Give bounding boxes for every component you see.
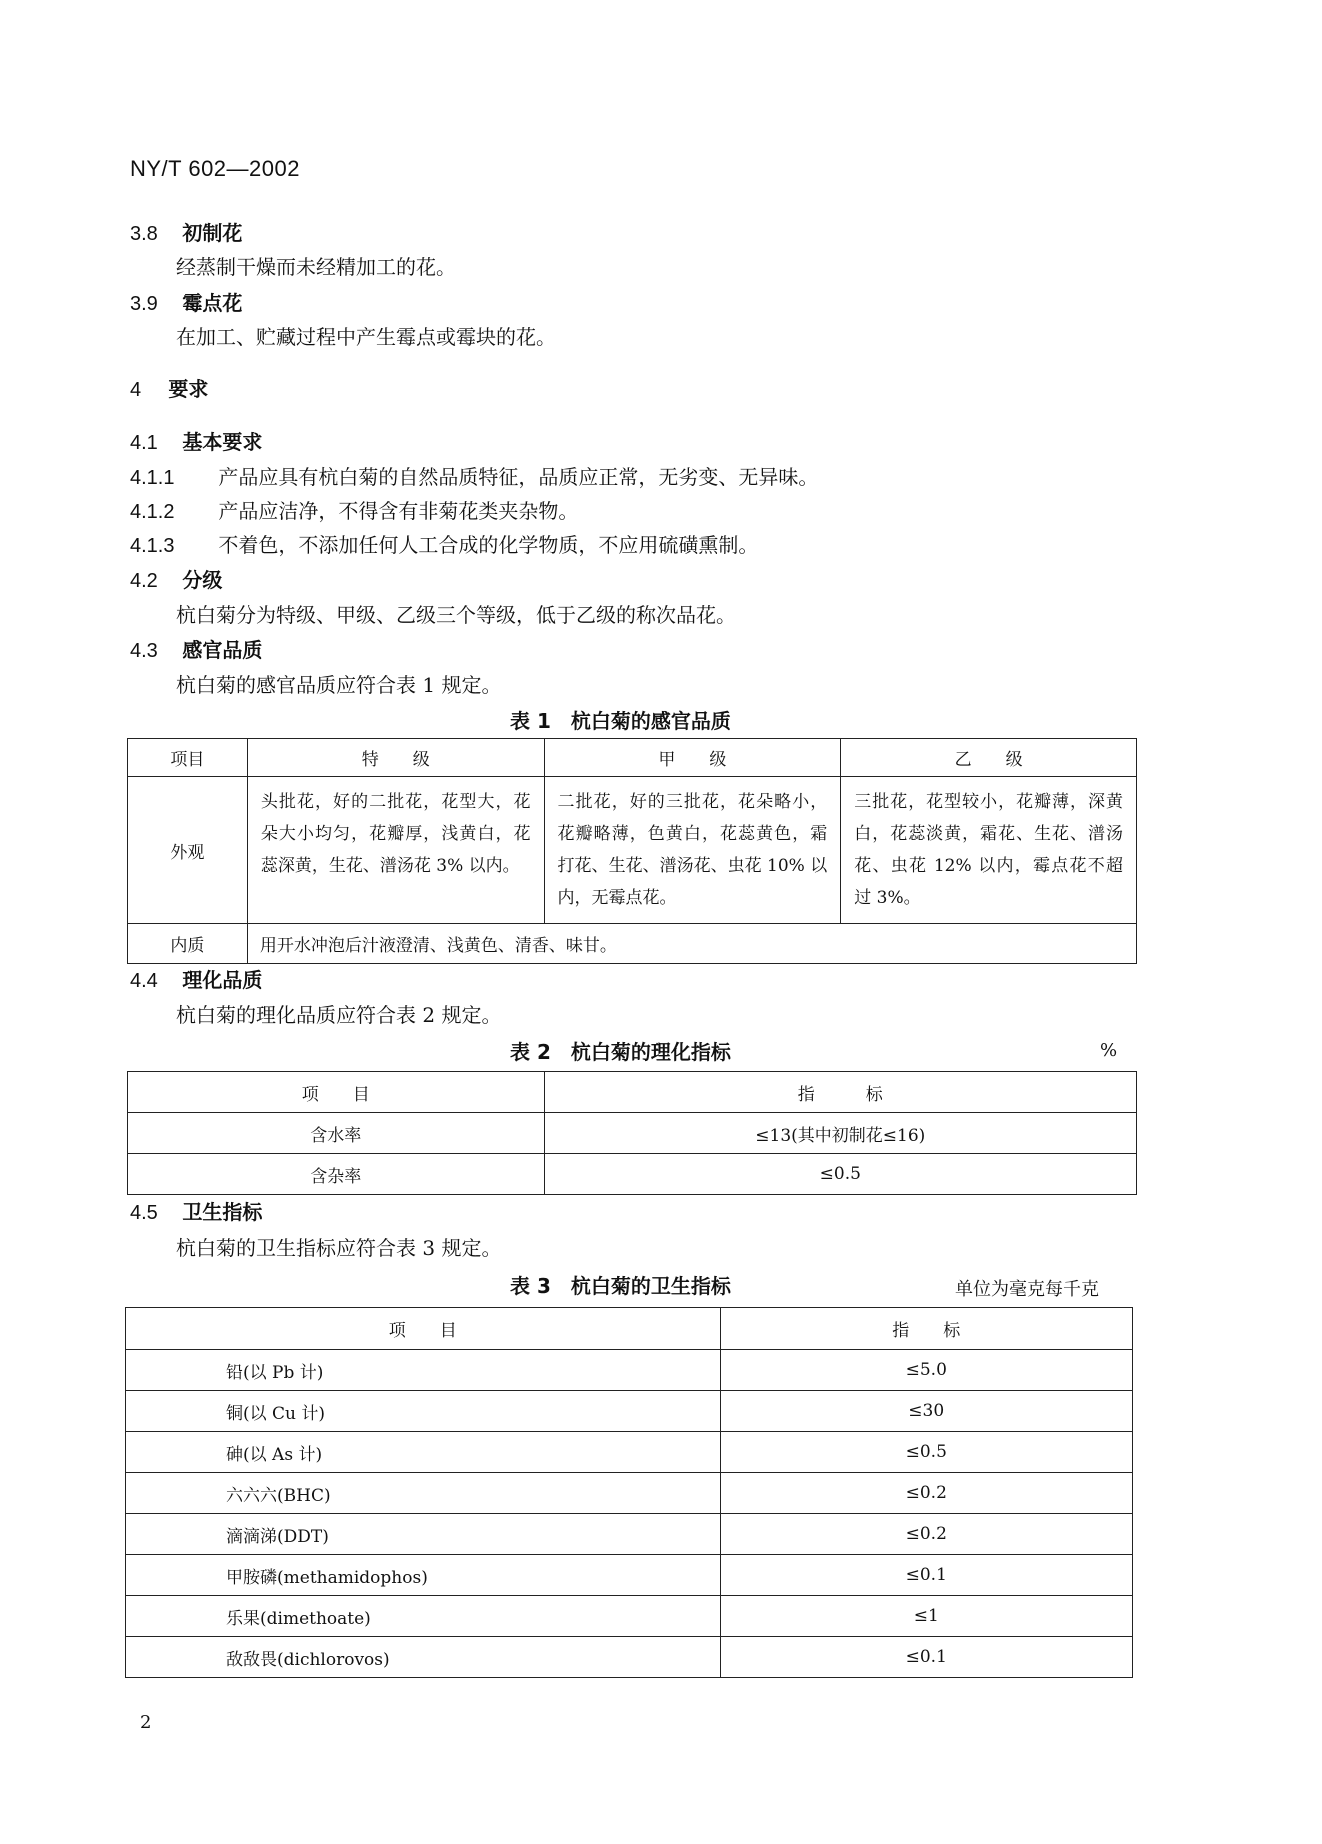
header-cell: 项 目 <box>126 1308 721 1350</box>
table-3-unit: 单位为毫克每千克 <box>955 1279 1099 1300</box>
header-cell: 项 目 <box>128 1072 545 1113</box>
section-title: 初制花 <box>182 221 243 245</box>
header-cell: 指 标 <box>544 1072 1136 1113</box>
section-4-3-heading <box>130 634 262 663</box>
standard-code: NY/T 602—2002 <box>130 156 300 181</box>
section-3-9-heading <box>130 287 242 316</box>
header-cell: 项目 <box>128 739 248 777</box>
section-title: 理化品质 <box>182 968 263 992</box>
section-4-5-heading <box>130 1196 262 1225</box>
header-cell: 特 级 <box>247 739 544 777</box>
table-cell: ≤5.0 <box>720 1350 1133 1391</box>
row-label: 内质 <box>128 924 248 964</box>
section-3-8-heading <box>130 217 242 246</box>
table-3-caption: 表 3 杭白菊的卫生指标 <box>510 1274 731 1298</box>
table-cell: ≤30 <box>720 1391 1133 1432</box>
section-title: 卫生指标 <box>182 1200 263 1224</box>
table-cell: ≤0.2 <box>720 1473 1133 1514</box>
table-cell: 砷(以 As 计) <box>126 1432 721 1473</box>
table-2-caption: 表 2 杭白菊的理化指标 <box>510 1040 731 1064</box>
table-cell: 含水率 <box>128 1113 545 1154</box>
section-4-3-body: 杭白菊的感官品质应符合表 1 规定。 <box>176 673 502 697</box>
row-label: 外观 <box>128 777 248 924</box>
section-3-9-body: 在加工、贮藏过程中产生霉点或霉块的花。 <box>176 325 556 349</box>
table-cell: 铜(以 Cu 计) <box>126 1391 721 1432</box>
section-4-heading <box>130 373 208 402</box>
table-cell: ≤0.1 <box>720 1637 1133 1678</box>
table-cell: 滴滴涕(DDT) <box>126 1514 721 1555</box>
table-cell <box>841 777 1137 924</box>
table-row <box>126 1432 1133 1473</box>
section-4-2-heading <box>130 564 222 593</box>
table-row <box>126 1637 1133 1678</box>
table-cell: ≤13(其中初制花≤16) <box>544 1113 1136 1154</box>
table-row <box>126 1555 1133 1596</box>
section-number: 3.9 <box>130 293 158 315</box>
table-cell: 含杂率 <box>128 1154 545 1195</box>
section-4-4-body: 杭白菊的理化品质应符合表 2 规定。 <box>176 1003 502 1027</box>
table-row <box>126 1473 1133 1514</box>
table-1-sensory-quality <box>127 738 1137 964</box>
section-number: 4 <box>130 379 142 401</box>
table-row <box>128 777 1137 924</box>
table-cell <box>544 777 841 924</box>
table-1-caption: 表 1 杭白菊的感官品质 <box>510 709 731 733</box>
header-cell: 指 标 <box>720 1308 1133 1350</box>
table-row <box>126 1596 1133 1637</box>
section-4-1-1 <box>130 461 818 490</box>
section-body: 产品应具有杭白菊的自然品质特征，品质应正常，无劣变、无异味。 <box>218 465 819 489</box>
table-cell <box>247 777 544 924</box>
table-row <box>126 1350 1133 1391</box>
table-2-unit: % <box>1100 1040 1118 1061</box>
section-4-1-3 <box>130 529 758 558</box>
table-cell: ≤0.1 <box>720 1555 1133 1596</box>
table-cell: ≤0.2 <box>720 1514 1133 1555</box>
section-4-1-heading <box>130 426 262 455</box>
section-4-4-heading <box>130 964 262 993</box>
table-row <box>126 1391 1133 1432</box>
table-row <box>126 1514 1133 1555</box>
table-cell: ≤1 <box>720 1596 1133 1637</box>
section-title: 分级 <box>182 568 223 592</box>
table-header-row <box>128 739 1137 777</box>
header-cell: 乙 级 <box>841 739 1137 777</box>
table-cell: 铅(以 Pb 计) <box>126 1350 721 1391</box>
cell-text: 二批花，好的三批花，花朵略小，花瓣略薄，色黄白，花蕊黄色，霜打花、生花、潽汤花、虫花 10% 以内，无霉点花。 <box>557 792 828 908</box>
section-number: 4.1.3 <box>130 535 175 557</box>
section-number: 3.8 <box>130 223 158 245</box>
section-number: 4.1.1 <box>130 467 175 489</box>
section-number: 4.1.2 <box>130 501 175 523</box>
table-row <box>128 1113 1137 1154</box>
section-3-8-body: 经蒸制干燥而未经精加工的花。 <box>176 255 456 279</box>
table-2-physicochemical <box>127 1071 1137 1195</box>
section-number: 4.2 <box>130 570 158 592</box>
table-cell: ≤0.5 <box>544 1154 1136 1195</box>
section-4-2-body: 杭白菊分为特级、甲级、乙级三个等级，低于乙级的称次品花。 <box>176 603 736 627</box>
table-cell: ≤0.5 <box>720 1432 1133 1473</box>
section-4-1-2 <box>130 495 578 524</box>
section-title: 霉点花 <box>182 291 243 315</box>
section-body: 产品应洁净，不得含有非菊花类夹杂物。 <box>218 499 579 523</box>
header-cell: 甲 级 <box>544 739 841 777</box>
table-cell: 敌敌畏(dichlorovos) <box>126 1637 721 1678</box>
section-title: 基本要求 <box>182 430 263 454</box>
table-header-row <box>128 1072 1137 1113</box>
table-cell: 乐果(dimethoate) <box>126 1596 721 1637</box>
table-3-hygiene <box>125 1307 1133 1678</box>
table-cell: 六六六(BHC) <box>126 1473 721 1514</box>
table-row <box>128 1154 1137 1195</box>
cell-text: 三批花，花型较小，花瓣薄，深黄白，花蕊淡黄，霜花、生花、潽汤花、虫花 12% 以内，霉点花不超过 3%。 <box>854 792 1123 908</box>
section-title: 要求 <box>168 377 209 401</box>
section-number: 4.1 <box>130 432 158 454</box>
section-body: 不着色，不添加任何人工合成的化学物质，不应用硫磺熏制。 <box>218 533 759 557</box>
table-row <box>128 924 1137 964</box>
cell-text: 头批花，好的二批花，花型大，花朵大小均匀，花瓣厚，浅黄白，花蕊深黄，生花、潽汤花 3% 以内。 <box>260 792 531 876</box>
table-cell: 用开水冲泡后汁液澄清、浅黄色、清香、味甘。 <box>247 924 1136 964</box>
section-number: 4.3 <box>130 640 158 662</box>
table-header-row <box>126 1308 1133 1350</box>
table-cell: 甲胺磷(methamidophos) <box>126 1555 721 1596</box>
section-4-5-body: 杭白菊的卫生指标应符合表 3 规定。 <box>176 1236 502 1260</box>
section-number: 4.4 <box>130 970 158 992</box>
page-number: 2 <box>140 1712 152 1733</box>
section-number: 4.5 <box>130 1202 158 1224</box>
section-title: 感官品质 <box>182 638 263 662</box>
